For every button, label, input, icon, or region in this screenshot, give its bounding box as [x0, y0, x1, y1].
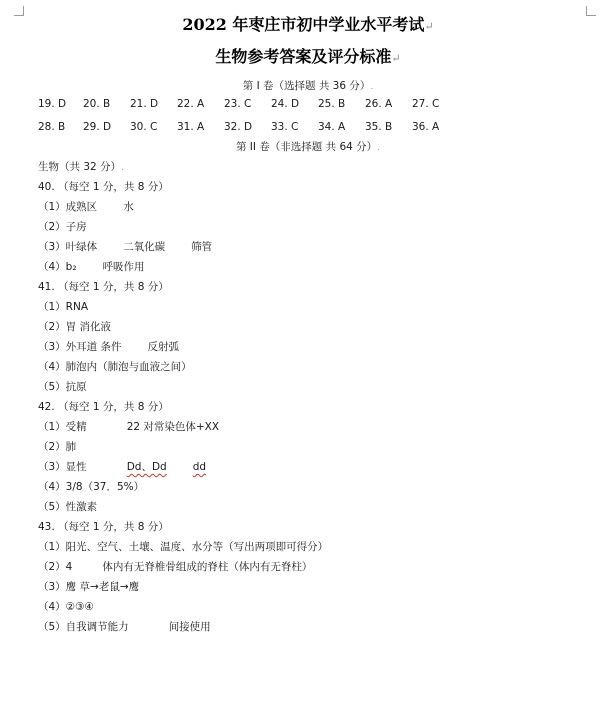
- answer-text: （5）自我调节能力: [38, 621, 129, 633]
- subject-line: [38, 159, 124, 174]
- mc-answer: 19. D: [38, 98, 67, 110]
- answer-text: （5）抗原: [38, 381, 87, 393]
- mc-answer: 20. B: [83, 98, 111, 110]
- paragraph-mark-icon: ↵: [391, 52, 401, 65]
- answer-text: 体内有无脊椎骨组成的脊柱（体内有无脊柱）: [102, 561, 313, 573]
- question-41-heading: [38, 279, 169, 294]
- answer-line: [38, 559, 312, 574]
- question-40-heading: [38, 179, 169, 194]
- answer-text: （4）3/8（37．5%）: [38, 481, 145, 493]
- answer-line: [38, 259, 145, 274]
- answer-line: [38, 379, 87, 394]
- question-heading-text: 40. （每空 1 分，共 8 分）: [38, 181, 169, 193]
- answer-text: （1）阳光、空气、土壤、温度、水分等（写出两项即可得分）: [38, 541, 329, 553]
- answer-text: （2）4: [38, 561, 73, 573]
- answer-line: [38, 539, 328, 554]
- document-title: [0, 12, 616, 35]
- paragraph-mark-icon: .: [377, 143, 381, 153]
- document-subtitle: [0, 44, 616, 67]
- mc-answer: 24. D: [271, 98, 300, 110]
- answer-line: [38, 579, 139, 594]
- answer-line: [38, 419, 219, 434]
- mc-answer: 29. D: [83, 121, 112, 133]
- answer-text: （1）成熟区: [38, 201, 98, 213]
- answer-text: 呼吸作用: [102, 261, 145, 273]
- mc-answer: 25. B: [318, 98, 346, 110]
- answer-text: （3）显性: [38, 461, 87, 473]
- answer-line: [38, 359, 192, 374]
- answer-line: [38, 299, 88, 314]
- mc-answer: 30. C: [130, 121, 158, 133]
- answer-text: （2）肺: [38, 441, 77, 453]
- paragraph-mark-icon: .: [121, 163, 124, 173]
- answer-text: （3）外耳道 条件: [38, 341, 122, 353]
- answer-text: dd: [192, 461, 207, 473]
- answer-line: [38, 499, 97, 514]
- answer-text: 22 对常染色体+XX: [126, 421, 220, 433]
- paragraph-mark-icon: .: [370, 82, 374, 92]
- answer-text: （3）鹰 草→老鼠→鹰: [38, 581, 140, 593]
- mc-answer: 35. B: [365, 121, 393, 133]
- document-title-text: 2022 年枣庄市初中学业水平考试: [182, 15, 425, 34]
- part2-heading: [0, 139, 616, 154]
- mc-answer: 26. A: [365, 98, 393, 110]
- part1-heading: [0, 78, 616, 93]
- mc-answer: 21. D: [130, 98, 159, 110]
- answer-line: [38, 319, 111, 334]
- answer-line: [38, 599, 94, 614]
- question-heading-text: 43. （每空 1 分，共 8 分）: [38, 521, 169, 533]
- answer-text: Dd、Dd: [126, 461, 167, 473]
- question-43-heading: [38, 519, 169, 534]
- mc-answer: 27. C: [412, 98, 440, 110]
- answer-line: [38, 439, 76, 454]
- answer-line: [38, 239, 212, 254]
- answer-text: （4）②③④: [38, 601, 94, 613]
- mc-answer: 22. A: [177, 98, 205, 110]
- answer-text: （1）RNA: [38, 301, 89, 313]
- part2-heading-text: 第 II 卷（非选择题 共 64 分）: [235, 141, 378, 153]
- mc-answer: 34. A: [318, 121, 346, 133]
- answer-line: [38, 199, 134, 214]
- mc-answer: 31. A: [177, 121, 205, 133]
- document-subtitle-text: 生物参考答案及评分标准: [215, 47, 392, 66]
- paragraph-mark-icon: ↵: [424, 20, 434, 33]
- answer-line: [38, 479, 144, 494]
- subject-line-text: 生物（共 32 分）: [38, 161, 122, 173]
- answer-line: [38, 459, 206, 474]
- answer-text: 水: [123, 201, 134, 213]
- answer-text: （2）子房: [38, 221, 87, 233]
- mc-answer: 33. C: [271, 121, 299, 133]
- answer-text: 筛管: [191, 241, 213, 253]
- answer-text: （4）肺泡内（肺泡与血液之间）: [38, 361, 192, 373]
- mc-answer: 32. D: [224, 121, 253, 133]
- mc-answer: 23. C: [224, 98, 252, 110]
- question-heading-text: 41. （每空 1 分，共 8 分）: [38, 281, 169, 293]
- answer-line: [38, 219, 87, 234]
- answer-text: 二氧化碳: [123, 241, 166, 253]
- mc-answer: 28. B: [38, 121, 66, 133]
- answer-text: （2）胃 消化液: [38, 321, 112, 333]
- question-42-heading: [38, 399, 169, 414]
- answer-text: 间接使用: [168, 621, 211, 633]
- answer-line: [38, 619, 211, 634]
- answer-text: （1）受精: [38, 421, 87, 433]
- answer-text: （5）性激素: [38, 501, 98, 513]
- question-heading-text: 42. （每空 1 分，共 8 分）: [38, 401, 169, 413]
- answer-line: [38, 339, 179, 354]
- answer-text: （3）叶绿体: [38, 241, 98, 253]
- mc-answer: 36. A: [412, 121, 440, 133]
- answer-text: （4）b₂: [38, 261, 77, 273]
- part1-heading-text: 第 I 卷（选择题 共 36 分）: [242, 80, 371, 92]
- answer-text: 反射弧: [147, 341, 180, 353]
